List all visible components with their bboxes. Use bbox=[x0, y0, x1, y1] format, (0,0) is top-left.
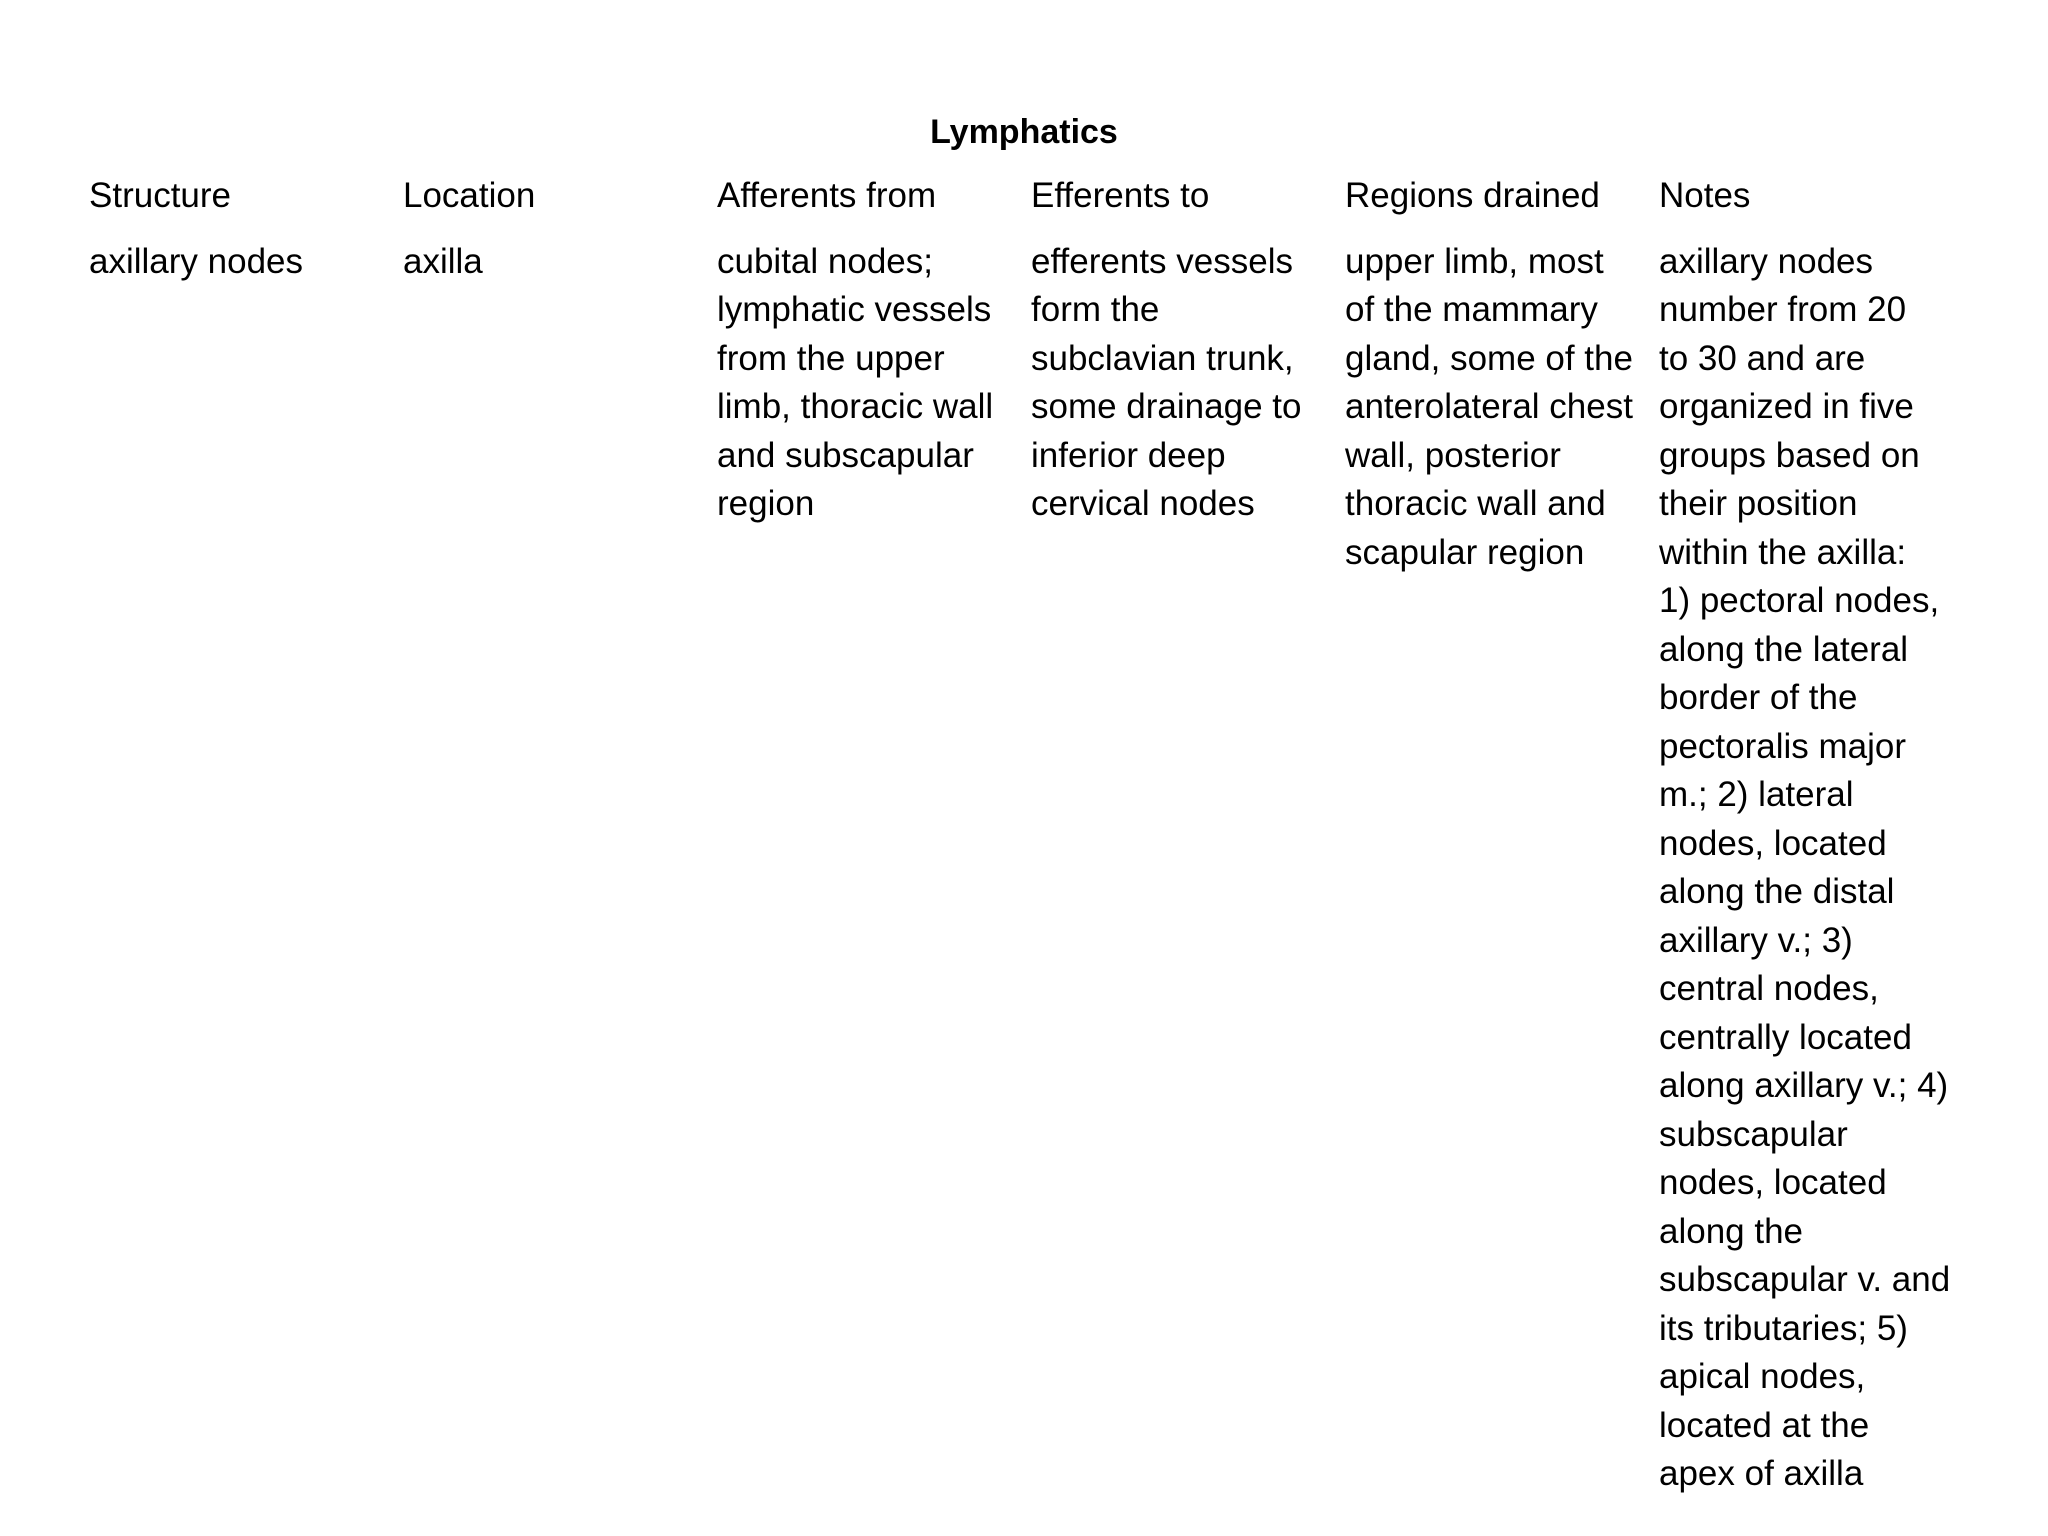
lymphatics-table bbox=[89, 172, 1973, 1499]
cell-notes: axillary nodes number from 20 to 30 and are organized in five groups based on their position within the axilla: 1) pectoral nodes, along the lateral border of the pectoralis major m.; 2) lateral nodes, located along the distal axillary v.; 3) central nodes, centrally located along axillary v.; 4) subscapular nodes, located along the subscapular v. and its tributaries; 5) apical nodes, located at the apex of axilla bbox=[1659, 241, 1951, 1493]
column-header-notes: Notes bbox=[1659, 176, 1751, 215]
column-header-efferents-to: Efferents to bbox=[1031, 176, 1210, 215]
column-header-afferents-from: Afferents from bbox=[717, 176, 937, 215]
cell-structure: axillary nodes bbox=[89, 241, 303, 281]
cell-efferents-to: efferents vessels form the subclavian trunk, some drainage to inferior deep cervical nodes bbox=[1031, 241, 1302, 523]
column-header-location: Location bbox=[403, 176, 536, 215]
cell-regions-drained: upper limb, most of the mammary gland, some of the anterolateral chest wall, posterior thoracic wall and scapular region bbox=[1345, 241, 1633, 572]
column-header-structure: Structure bbox=[89, 176, 231, 215]
column-header-regions-drained: Regions drained bbox=[1345, 176, 1600, 215]
cell-afferents-from: cubital nodes; lymphatic vessels from the upper limb, thoracic wall and subscapular region bbox=[717, 241, 994, 523]
cell-location: axilla bbox=[403, 241, 483, 281]
page-title: Lymphatics bbox=[930, 113, 1118, 151]
